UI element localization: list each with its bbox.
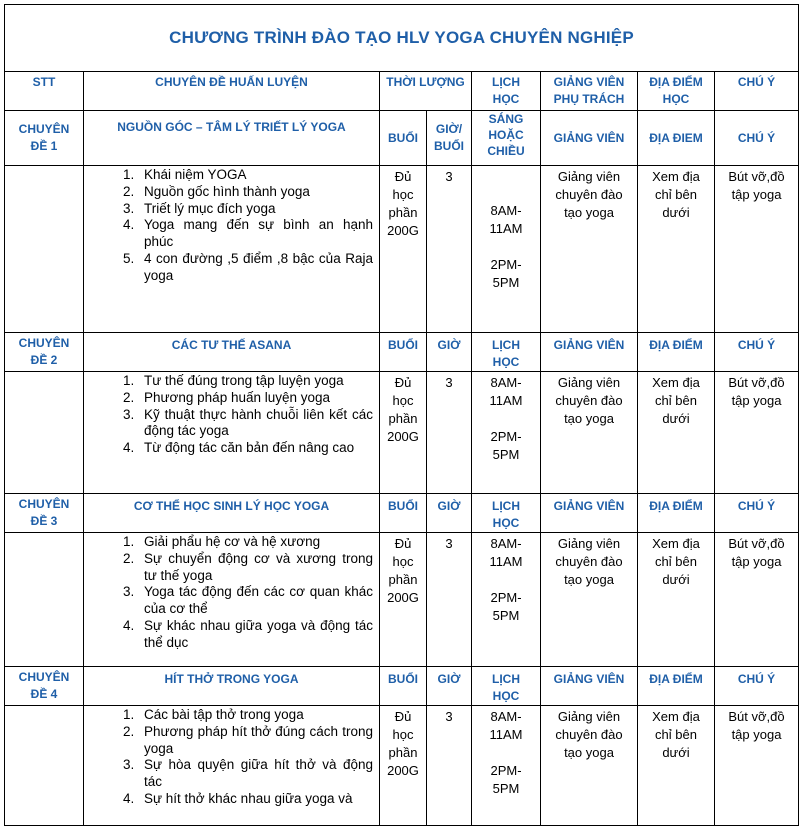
section-2-body-row <box>5 372 799 494</box>
section-4-col-note: CHÚ Ý <box>715 667 799 706</box>
list-item: 1. Giải phẩu hệ cơ và hệ xương <box>138 534 373 551</box>
section-4-schedule: 8AM- 11AM 2PM- 5PM <box>472 706 541 826</box>
section-4-topic-list <box>84 707 373 808</box>
section-2-topic-list <box>84 373 373 457</box>
header-topic: CHUYÊN ĐỀ HUẤN LUYỆN <box>84 72 380 111</box>
section-4-location: Xem địa chỉ bên dưới <box>638 706 715 826</box>
section-2-location: Xem địa chỉ bên dưới <box>638 372 715 494</box>
header-schedule: LỊCH HỌC <box>472 72 541 111</box>
section-3-title: CƠ THỂ HỌC SINH LÝ HỌC YOGA <box>84 494 380 533</box>
section-4-label: CHUYÊN ĐỀ 4 <box>5 667 84 706</box>
section-2-col-schedule: LỊCH HỌC <box>472 333 541 372</box>
section-1-location: Xem địa chỉ bên dưới <box>638 166 715 333</box>
section-1-title: NGUỒN GÓC – TÂM LÝ TRIẾT LÝ YOGA <box>84 111 380 166</box>
section-3-col-lecturer: GIẢNG VIÊN <box>541 494 638 533</box>
section-1-note: Bút vỡ,đồ tập yoga <box>715 166 799 333</box>
list-item: 3. Triết lý mục đích yoga <box>138 201 373 218</box>
section-3-col-schedule: LỊCH HỌC <box>472 494 541 533</box>
section-2-header-row <box>5 333 799 372</box>
header-stt: STT <box>5 72 84 111</box>
section-4-lecturer: Giảng viên chuyên đào tạo yoga <box>541 706 638 826</box>
section-2-col-sessions: BUỔI <box>380 333 427 372</box>
list-item: 4. Từ động tác căn bản đến nâng cao <box>138 440 373 457</box>
section-1-body-row <box>5 166 799 333</box>
section-4-note: Bút vỡ,đồ tập yoga <box>715 706 799 826</box>
list-item: 3. Yoga tác động đến các cơ quan khác của cơ thể <box>138 584 373 618</box>
section-4-stt-cell <box>5 706 84 826</box>
section-3-col-note: CHÚ Ý <box>715 494 799 533</box>
section-1-col-hours: GIỜ/ BUỔI <box>427 111 472 166</box>
list-item: 4. Yoga mang đến sự bình an hạnh phúc <box>138 217 373 251</box>
section-3-note: Bút vỡ,đồ tập yoga <box>715 533 799 667</box>
section-3-col-sessions: BUỔI <box>380 494 427 533</box>
list-item: 2. Phương pháp hít thở đúng cách trong yoga <box>138 724 373 758</box>
section-1-label: CHUYÊN ĐỀ 1 <box>5 111 84 166</box>
section-2-hours: 3 <box>427 372 472 494</box>
section-3-label: CHUYÊN ĐỀ 3 <box>5 494 84 533</box>
header-note: CHÚ Ý <box>715 72 799 111</box>
list-item: 2. Phương pháp huấn luyện yoga <box>138 390 373 407</box>
list-item: 4. Sự khác nhau giữa yoga và động tác thể dục <box>138 618 373 652</box>
list-item: 1. Khái niệm YOGA <box>138 167 373 184</box>
list-item: 1. Tư thế đúng trong tập luyện yoga <box>138 373 373 390</box>
section-2-note: Bút vỡ,đồ tập yoga <box>715 372 799 494</box>
section-3-col-location: ĐỊA ĐIỂM <box>638 494 715 533</box>
section-1-col-location: ĐỊA ĐIEM <box>638 111 715 166</box>
section-4-col-lecturer: GIẢNG VIÊN <box>541 667 638 706</box>
list-item: 5. 4 con đường ,5 điểm ,8 bậc của Raja yoga <box>138 251 373 285</box>
section-1-stt-cell <box>5 166 84 333</box>
section-1-col-note: CHÚ Ý <box>715 111 799 166</box>
section-1-col-sessions: BUỔI <box>380 111 427 166</box>
section-2-col-note: CHÚ Ý <box>715 333 799 372</box>
list-item: 3. Kỹ thuật thực hành chuỗi liên kết các động tác yoga <box>138 407 373 441</box>
section-2-title: CÁC TƯ THẾ ASANA <box>84 333 380 372</box>
list-item: 1. Các bài tập thở trong yoga <box>138 707 373 724</box>
header-lecturer: GIẢNG VIÊN PHỤ TRÁCH <box>541 72 638 111</box>
section-2-col-location: ĐỊA ĐIỂM <box>638 333 715 372</box>
section-3-lecturer: Giảng viên chuyên đào tạo yoga <box>541 533 638 667</box>
section-4-col-hours: GIỜ <box>427 667 472 706</box>
section-1-col-schedule: SÁNG HOẶC CHIỀU <box>472 111 541 166</box>
section-4-col-sessions: BUỔI <box>380 667 427 706</box>
section-3-hours: 3 <box>427 533 472 667</box>
section-4-topics <box>84 706 380 826</box>
section-3-sessions: Đủ học phần 200G <box>380 533 427 667</box>
list-item: 4. Sự hít thở khác nhau giữa yoga và <box>138 791 373 808</box>
section-2-col-lecturer: GIẢNG VIÊN <box>541 333 638 372</box>
section-1-hours: 3 <box>427 166 472 333</box>
section-4-sessions: Đủ học phần 200G <box>380 706 427 826</box>
section-1-topic-list <box>84 167 373 285</box>
section-3-body-row <box>5 533 799 667</box>
section-2-lecturer: Giảng viên chuyên đào tạo yoga <box>541 372 638 494</box>
training-program-document <box>4 4 798 824</box>
section-3-header-row <box>5 494 799 533</box>
list-item: 2. Nguồn gốc hình thành yoga <box>138 184 373 201</box>
section-2-sessions: Đủ học phần 200G <box>380 372 427 494</box>
section-3-col-hours: GIỜ <box>427 494 472 533</box>
section-4-col-location: ĐỊA ĐIỂM <box>638 667 715 706</box>
section-3-schedule: 8AM- 11AM 2PM- 5PM <box>472 533 541 667</box>
section-1-topics <box>84 166 380 333</box>
section-4-body-row <box>5 706 799 826</box>
section-4-header-row <box>5 667 799 706</box>
section-2-schedule: 8AM- 11AM 2PM- 5PM <box>472 372 541 494</box>
section-3-topics <box>84 533 380 667</box>
page-title: CHƯƠNG TRÌNH ĐÀO TẠO HLV YOGA CHUYÊN NGHIỆP <box>5 5 799 72</box>
list-item: 2. Sự chuyển động cơ và xương trong tư thế yoga <box>138 551 373 585</box>
table-header-row <box>5 72 799 111</box>
section-1-lecturer: Giảng viên chuyên đào tạo yoga <box>541 166 638 333</box>
list-item: 3. Sự hòa quyện giữa hít thở và động tác <box>138 757 373 791</box>
section-1-schedule: 8AM- 11AM 2PM- 5PM <box>472 166 541 333</box>
section-1-sessions: Đủ học phần 200G <box>380 166 427 333</box>
section-3-location: Xem địa chỉ bên dưới <box>638 533 715 667</box>
section-4-hours: 3 <box>427 706 472 826</box>
section-2-col-hours: GIỜ <box>427 333 472 372</box>
section-3-stt-cell <box>5 533 84 667</box>
header-location: ĐỊA ĐIỂM HỌC <box>638 72 715 111</box>
section-4-title: HÍT THỞ TRONG YOGA <box>84 667 380 706</box>
section-2-stt-cell <box>5 372 84 494</box>
section-1-col-lecturer: GIẢNG VIÊN <box>541 111 638 166</box>
section-1-header-row <box>5 111 799 166</box>
program-table <box>4 4 799 826</box>
section-4-col-schedule: LỊCH HỌC <box>472 667 541 706</box>
section-3-topic-list <box>84 534 373 652</box>
section-2-label: CHUYÊN ĐỀ 2 <box>5 333 84 372</box>
section-2-topics <box>84 372 380 494</box>
header-duration: THỜI LƯỢNG <box>380 72 472 111</box>
